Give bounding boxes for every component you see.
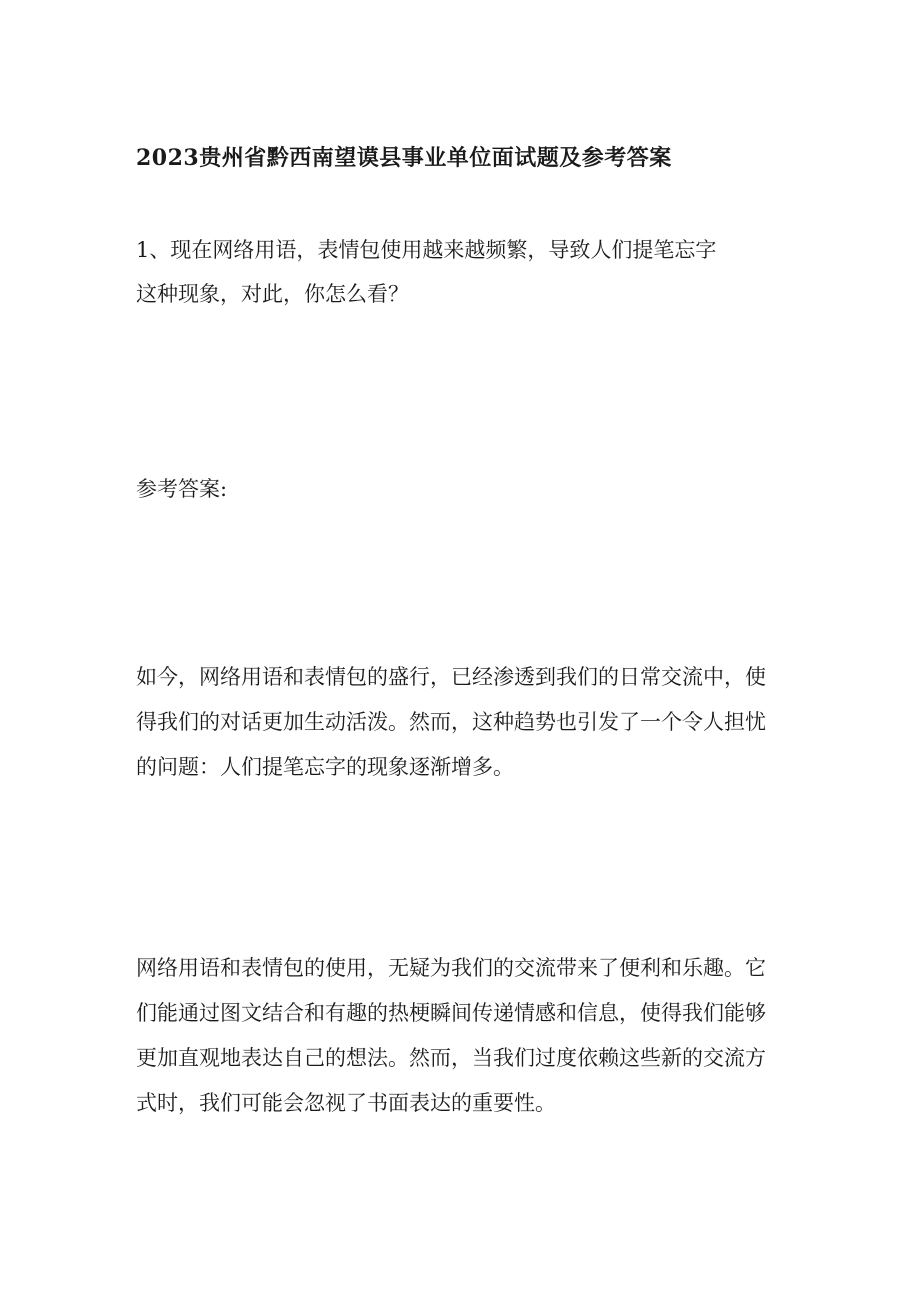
paragraph-line: 们能通过图文结合和有趣的热梗瞬间传递情感和信息，使得我们能够 — [136, 1001, 766, 1025]
answer-paragraph-2 — [136, 946, 788, 1126]
question-line: 1、现在网络用语，表情包使用越来越频繁，导致人们提笔忘字 — [136, 238, 717, 262]
paragraph-line: 式时，我们可能会忽视了书面表达的重要性。 — [136, 1091, 556, 1115]
question-text — [136, 228, 796, 316]
answer-label: 参考答案: — [136, 477, 228, 501]
paragraph-line: 网络用语和表情包的使用，无疑为我们的交流带来了便利和乐趣。它 — [136, 956, 766, 980]
paragraph-line: 更加直观地表达自己的想法。然而，当我们过度依赖这些新的交流方 — [136, 1046, 766, 1070]
paragraph-line: 的问题：人们提笔忘字的现象逐渐增多。 — [136, 755, 514, 779]
paragraph-line: 如今，网络用语和表情包的盛行，已经渗透到我们的日常交流中，使 — [136, 665, 766, 689]
paragraph-line: 得我们的对话更加生动活泼。然而，这种趋势也引发了一个令人担忧 — [136, 710, 766, 734]
question-line: 这种现象，对此，你怎么看？ — [136, 282, 409, 306]
document-title: 2023贵州省黔西南望谟县事业单位面试题及参考答案 — [136, 145, 672, 171]
answer-paragraph-1 — [136, 655, 788, 790]
